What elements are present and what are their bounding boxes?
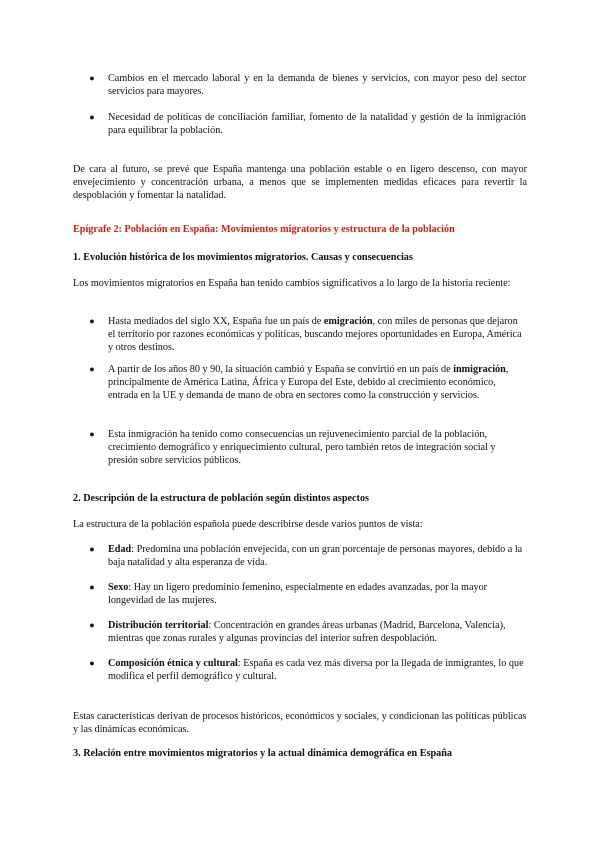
section2-intro: La estructura de la población española puede describirse desde varios puntos de vista: xyxy=(73,519,423,530)
bullet-icon: ● xyxy=(89,316,95,326)
bullet-icon: ● xyxy=(89,582,95,592)
bullet-icon: ● xyxy=(89,658,95,668)
list-item: ● Composición étnica y cultural: España es cada vez más diversa por la llegada de inmigrantes, lo que modifica el perfil demográfico y cultural. xyxy=(89,658,524,682)
section3-title: 3. Relación entre movimientos migratorios y la actual dinámica demográfica en España xyxy=(73,748,452,759)
epigraph-title: Epígrafe 2: Población en España: Movimientos migratorios y estructura de la población xyxy=(73,224,455,235)
bullet-icon: ● xyxy=(89,112,95,122)
future-paragraph: De cara al futuro, se prevé que España mantenga una población estable o en ligero descenso, con mayor envejecimiento y concentración urbana, a menos que se implementen medidas eficaces para revertir la despoblación y fomentar la natalidad. xyxy=(73,164,527,201)
list-item: ● Esta inmigración ha tenido como consecuencias un rejuvenecimiento parcial de la población, crecimiento demográfico y enriquecimiento cultural, pero también retos de integración social y presión sobre servicios públicos. xyxy=(89,429,496,466)
list-item: ● Necesidad de políticas de conciliación familiar, fomento de la natalidad y gestión de la inmigración para equilibrar la población. xyxy=(89,112,526,136)
section2-closing: Estas características derivan de procesos históricos, económicos y sociales, y condicionan las políticas públicas y las dinámicas económicas. xyxy=(73,711,527,735)
list-item: ● Distribución territorial: Concentración en grandes áreas urbanas (Madrid, Barcelona, Valencia), mientras que zonas rurales y algunas provincias del interior sufren despoblación. xyxy=(89,620,506,644)
list-item: ● Edad: Predomina una población envejecida, con un gran porcentaje de personas mayores, debido a la baja natalidad y alta esperanza de vida. xyxy=(89,544,523,568)
list-item: ● Sexo: Hay un ligero predominio femenino, especialmente en edades avanzadas, por la mayor longevidad de las mujeres. xyxy=(89,582,488,606)
list-item: ● A partir de los años 80 y 90, la situación cambió y España se convirtió en un país de inmigración, principalmente de América Latina, África y Europa del Este, debido al crecimiento económico, entrada en la UE y demanda de mano de obra en sectores como la construcción y servicios. xyxy=(89,364,509,401)
bullet-icon: ● xyxy=(89,364,95,374)
section2-title: 2. Descripción de la estructura de población según distintos aspectos xyxy=(73,493,370,504)
list-item: ● Cambios en el mercado laboral y en la demanda de bienes y servicios, con mayor peso del sector servicios para mayores. xyxy=(89,73,526,97)
bullet-icon: ● xyxy=(89,429,95,439)
bullet-icon: ● xyxy=(89,620,95,630)
section1-intro: Los movimientos migratorios en España han tenido cambios significativos a lo largo de la historia reciente: xyxy=(73,278,511,289)
list-item: ● Hasta mediados del siglo XX, España fue un país de emigración, con miles de personas que dejaron el territorio por razones económicas y políticas, buscando mejores oportunidades en Europa, América y otros destinos. xyxy=(89,316,522,353)
bullet-icon: ● xyxy=(89,544,95,554)
bullet-icon: ● xyxy=(89,73,95,83)
section1-title: 1. Evolución histórica de los movimientos migratorios. Causas y consecuencias xyxy=(73,252,413,263)
